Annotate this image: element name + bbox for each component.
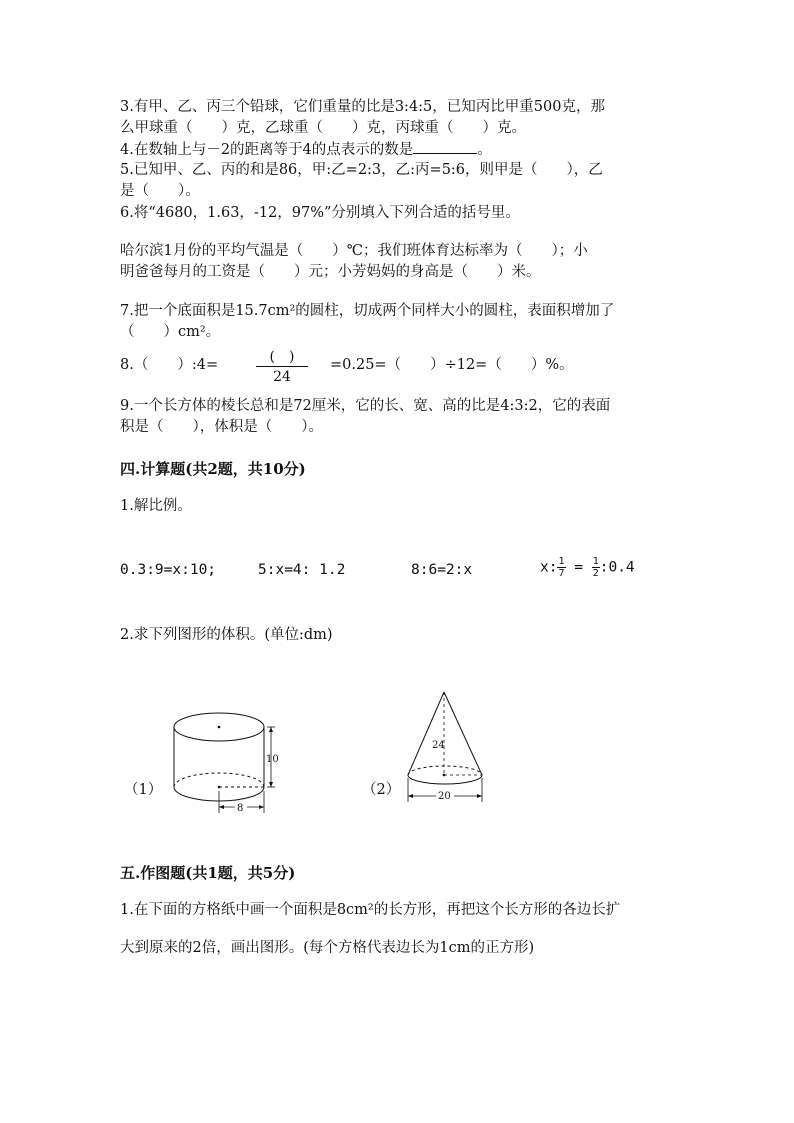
eq4-f1-den: 7 [558, 568, 565, 579]
cone-figure [400, 686, 490, 806]
q8-fraction [256, 349, 308, 385]
q9-line2: 积是（ ），体积是（ ）。 [120, 419, 323, 435]
eq4-prefix: x: [540, 559, 558, 576]
eq4-fraction-2 [592, 556, 600, 579]
eq4-equals: = [565, 559, 592, 576]
q4-text: 4.在数轴上与－2的距离等于4的点表示的数是 [120, 142, 414, 158]
q3-line1: 3.有甲、乙、丙三个铅球，它们重量的比是3:4:5，已知丙比甲重500克，那 [120, 99, 605, 115]
cone-height-label: 24 [432, 740, 445, 751]
q6-intro: 6.将“4680，1.63，-12，97%”分别填入下列合适的括号里。 [120, 205, 520, 221]
equation-1: 0.3:9=x:10; [120, 562, 217, 578]
cylinder-figure [165, 705, 290, 817]
equation-3: 8:6=2:x [411, 562, 473, 578]
q7-line1: 7.把一个底面积是15.7cm²的圆柱，切成两个同样大小的圆柱，表面积增加了 [120, 303, 615, 319]
eq4-f2-den: 2 [592, 568, 599, 579]
q6-line1: 哈尔滨1月份的平均气温是（ ）℃；我们班体育达标率为（ ）；小 [120, 243, 588, 259]
s5-line2: 大到原来的2倍，画出图形。(每个方格代表边长为1cm的正方形) [120, 940, 535, 956]
figure-2-label: （2） [362, 782, 401, 798]
q3-line2: 么甲球重（ ）克，乙球重（ ）克，丙球重（ ）克。 [120, 120, 526, 136]
q8-part2: =0.25=（ ）÷12=（ ）%。 [330, 357, 574, 373]
q7-line2: （ ）cm²。 [120, 324, 221, 340]
eq4-f2-num: 1 [592, 556, 599, 567]
cone-diameter-label: 20 [438, 791, 451, 802]
q8-frac-den: 24 [273, 369, 291, 385]
q6-line2: 明爸爸每月的工资是（ ）元；小芳妈妈的身高是（ ）米。 [120, 264, 541, 280]
s4-q2-title: 2.求下列图形的体积。(单位:dm) [120, 627, 333, 643]
equation-4 [540, 556, 635, 579]
q9-line1: 9.一个长方体的棱长总和是72厘米，它的长、宽、高的比是4:3:2，它的表面 [120, 398, 611, 414]
q4-end: 。 [477, 142, 492, 158]
eq4-f1-num: 1 [558, 556, 565, 567]
section4-title: 四.计算题(共2题，共10分) [120, 460, 306, 478]
q4-line [120, 139, 492, 160]
eq4-fraction-1 [557, 556, 565, 579]
q8-part1: 8.（ ）:4= [120, 357, 219, 373]
s4-q1-title: 1.解比例。 [120, 498, 192, 514]
q5-line2: 是（ ）。 [120, 183, 200, 199]
section5-title: 五.作图题(共1题，共5分) [120, 864, 296, 882]
cylinder-diameter-label: 8 [237, 803, 244, 814]
q5-line1: 5.已知甲、乙、丙的和是86，甲:乙=2:3，乙:丙=5:6，则甲是（ ），乙 [120, 162, 603, 178]
cylinder-height-label: 10 [266, 754, 279, 765]
s5-line1: 1.在下面的方格纸中画一个面积是8cm²的长方形，再把这个长方形的各边长扩 [120, 902, 621, 918]
figure-1-label: （1） [124, 782, 163, 798]
eq4-suffix: :0.4 [599, 559, 635, 576]
equation-2: 5:x=4: 1.2 [258, 562, 346, 578]
q4-answer-blank[interactable] [413, 139, 477, 154]
q8-frac-num: ( ) [256, 349, 308, 367]
